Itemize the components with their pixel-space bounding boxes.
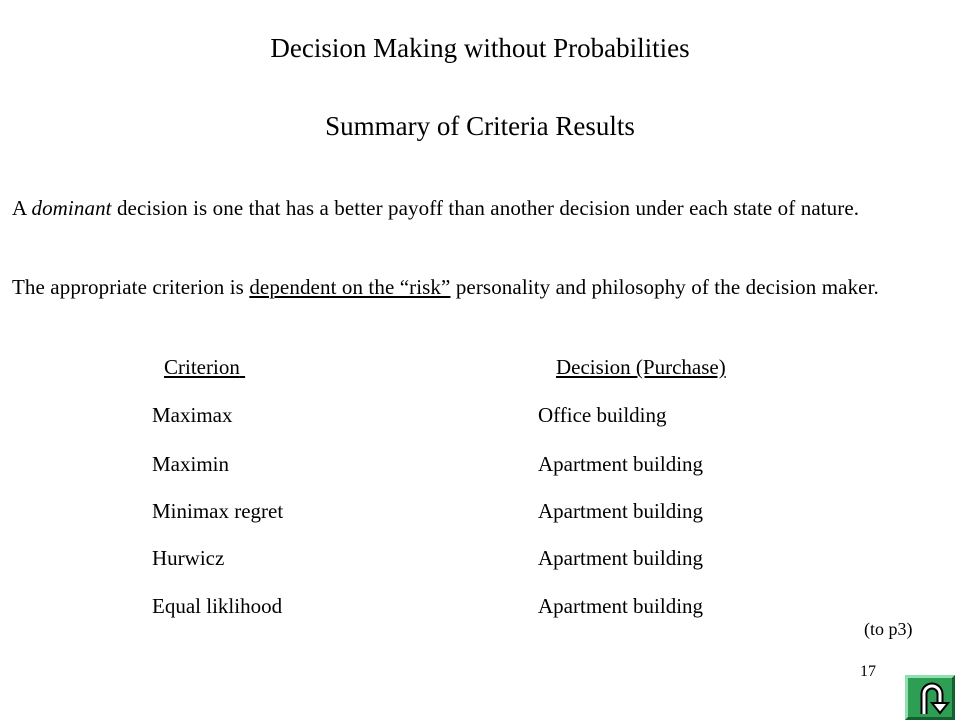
paragraph1-text-end: decision is one that has a better payoff than another decision under each state of nature. (111, 196, 860, 220)
paragraph2-text-end: personality and philosophy of the decision maker. (450, 275, 879, 299)
decision-cell: Apartment building (538, 452, 704, 476)
return-button[interactable] (905, 675, 955, 720)
header-criterion-label: Criterion (164, 355, 240, 379)
criterion-cell: Minimax regret (152, 499, 284, 523)
criterion-cell: Equal liklihood (152, 594, 283, 618)
page-reference-note: (to p3) (864, 619, 913, 639)
paragraph2-text-start: The appropriate criterion is (12, 275, 250, 299)
paragraph-criterion-choice (12, 271, 942, 303)
slide-subtitle: Summary of Criteria Results (325, 111, 635, 141)
paragraph-dominant-definition (12, 192, 942, 224)
page-number: 17 (860, 663, 876, 680)
header-decision: Decision (Purchase) (556, 355, 726, 379)
decision-cell: Apartment building (538, 594, 704, 618)
slide-title: Decision Making without Probabilities (270, 33, 690, 63)
dominant-emphasis: dominant (31, 196, 112, 220)
decision-cell: Apartment building (538, 499, 704, 523)
decision-cell: Office building (538, 403, 667, 427)
underlined-phrase: dependent on the “risk” (249, 275, 451, 299)
u-turn-arrow-icon (914, 682, 950, 716)
header-criterion (164, 354, 245, 380)
paragraph1-text-start: A (12, 196, 32, 220)
criterion-cell: Maximax (152, 403, 233, 427)
criterion-cell: Maximin (152, 452, 229, 476)
decision-cell: Apartment building (538, 546, 704, 570)
criterion-cell: Hurwicz (152, 546, 225, 570)
